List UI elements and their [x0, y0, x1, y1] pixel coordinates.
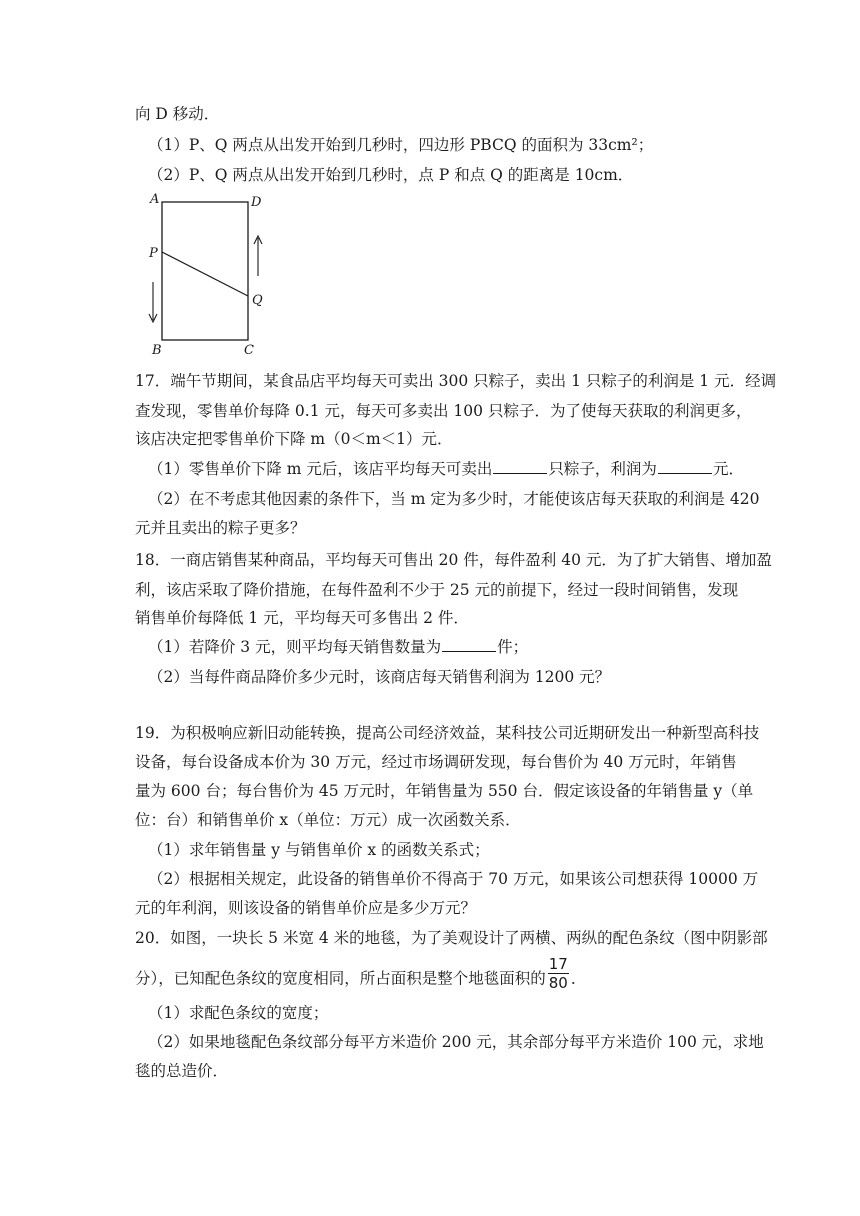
q17-line1: 17．端午节期间，某食品店平均每天可卖出 300 只粽子，卖出 1 只粽子的利润是 1 元．经调 [135, 372, 777, 390]
q17-sub1-text-b: 只粽子，利润为 [548, 460, 657, 478]
answer-blank[interactable] [442, 637, 496, 652]
label-b: B [152, 343, 162, 358]
q16-rectangle-figure [140, 190, 280, 360]
q19-line3: 量为 600 台；每台售价为 45 万元时，年销售量为 550 台．假定该设备的年销售量 y（单 [135, 782, 754, 800]
q18-sub2: （2）当每件商品降价多少元时，该商店每天销售利润为 1200 元？ [148, 668, 611, 686]
fraction-denominator: 80 [548, 974, 568, 992]
label-p: P [149, 246, 158, 261]
q20-sub1: （1）求配色条纹的宽度； [148, 1004, 329, 1022]
answer-blank[interactable] [493, 459, 547, 474]
q19-line2: 设备，每台设备成本价为 30 万元，经过市场调研发现，每台售价为 40 万元时，年销售 [135, 753, 737, 771]
q17-line2: 查发现，零售单价每降 0.1 元，每天可多卖出 100 只粽子．为了使每天获取的利润更多， [135, 402, 752, 420]
q19-sub1: （1）求年销售量 y 与销售单价 x 的函数关系式； [148, 841, 490, 859]
q19-line1: 19．为积极响应新旧动能转换，提高公司经济效益，某科技公司近期研发出一种新型高科技 [135, 724, 760, 742]
q18-line3: 销售单价每降低 1 元，平均每天可多售出 2 件． [135, 609, 469, 627]
label-q: Q [252, 293, 263, 308]
q20-sub2-line2: 毯的总造价． [135, 1062, 229, 1080]
q20-line2-text-b: ． [570, 969, 587, 988]
rectangle-abcd [162, 202, 248, 340]
q19-sub2-line2: 元的年利润，则该设备的销售单价应是多少万元？ [135, 899, 477, 917]
q16-intro-tail: 向 D 移动． [135, 105, 220, 123]
q20-line2 [135, 955, 587, 997]
label-d: D [251, 195, 262, 210]
label-c: C [244, 343, 254, 358]
q16-sub2: （2）P、Q 两点从出发开始到几秒时，点 P 和点 Q 的距离是 10cm． [148, 166, 634, 184]
q17-sub2-line1: （2）在不考虑其他因素的条件下，当 m 定为多少时，才能使该店每天获取的利润是 420 [148, 490, 760, 508]
q17-sub2-line2: 元并且卖出的粽子更多？ [135, 519, 306, 537]
label-a: A [150, 192, 160, 207]
q17-line3: 该店决定把零售单价下降 m（0＜m＜1）元． [135, 430, 453, 448]
q18-line1: 18．一商店销售某种商品，平均每天可售出 20 件，每件盈利 40 元．为了扩大销售、增加盈 [135, 551, 772, 569]
q18-line2: 利，该店采取了降价措施，在每件盈利不少于 25 元的前提下，经过一段时间销售，发现 [135, 581, 739, 599]
answer-blank[interactable] [658, 459, 712, 474]
fraction-17-80 [548, 956, 569, 991]
q19-sub2-line1: （2）根据相关规定，此设备的销售单价不得高于 70 万元，如果该公司想获得 10000 万 [148, 870, 759, 888]
q17-sub1 [148, 459, 744, 479]
q18-sub1-text-b: 件； [497, 638, 529, 656]
q19-line4: 位：台）和销售单价 x（单位：万元）成一次函数关系． [135, 811, 521, 829]
q20-sub2-line1: （2）如果地毯配色条纹部分每平方米造价 200 元，其余部分每平方米造价 100 元，求地 [148, 1033, 764, 1051]
q16-sub1: （1）P、Q 两点从出发开始到几秒时，四边形 PBCQ 的面积为 33cm²； [148, 136, 654, 154]
q17-sub1-text-a: （1）零售单价下降 m 元后，该店平均每天可卖出 [148, 460, 493, 478]
q20-line1: 20．如图，一块长 5 米宽 4 米的地毯，为了美观设计了两横、两纵的配色条纹（图中阴影部 [135, 929, 768, 947]
q18-sub1 [148, 637, 528, 657]
segment-pq [162, 252, 248, 296]
q17-sub1-text-c: 元． [712, 460, 744, 478]
q18-sub1-text-a: （1）若降价 3 元，则平均每天销售数量为 [148, 638, 442, 656]
q20-line2-text-a: 分），已知配色条纹的宽度相同，所占面积是整个地毯面积的 [135, 969, 546, 988]
fraction-numerator: 17 [548, 955, 568, 973]
